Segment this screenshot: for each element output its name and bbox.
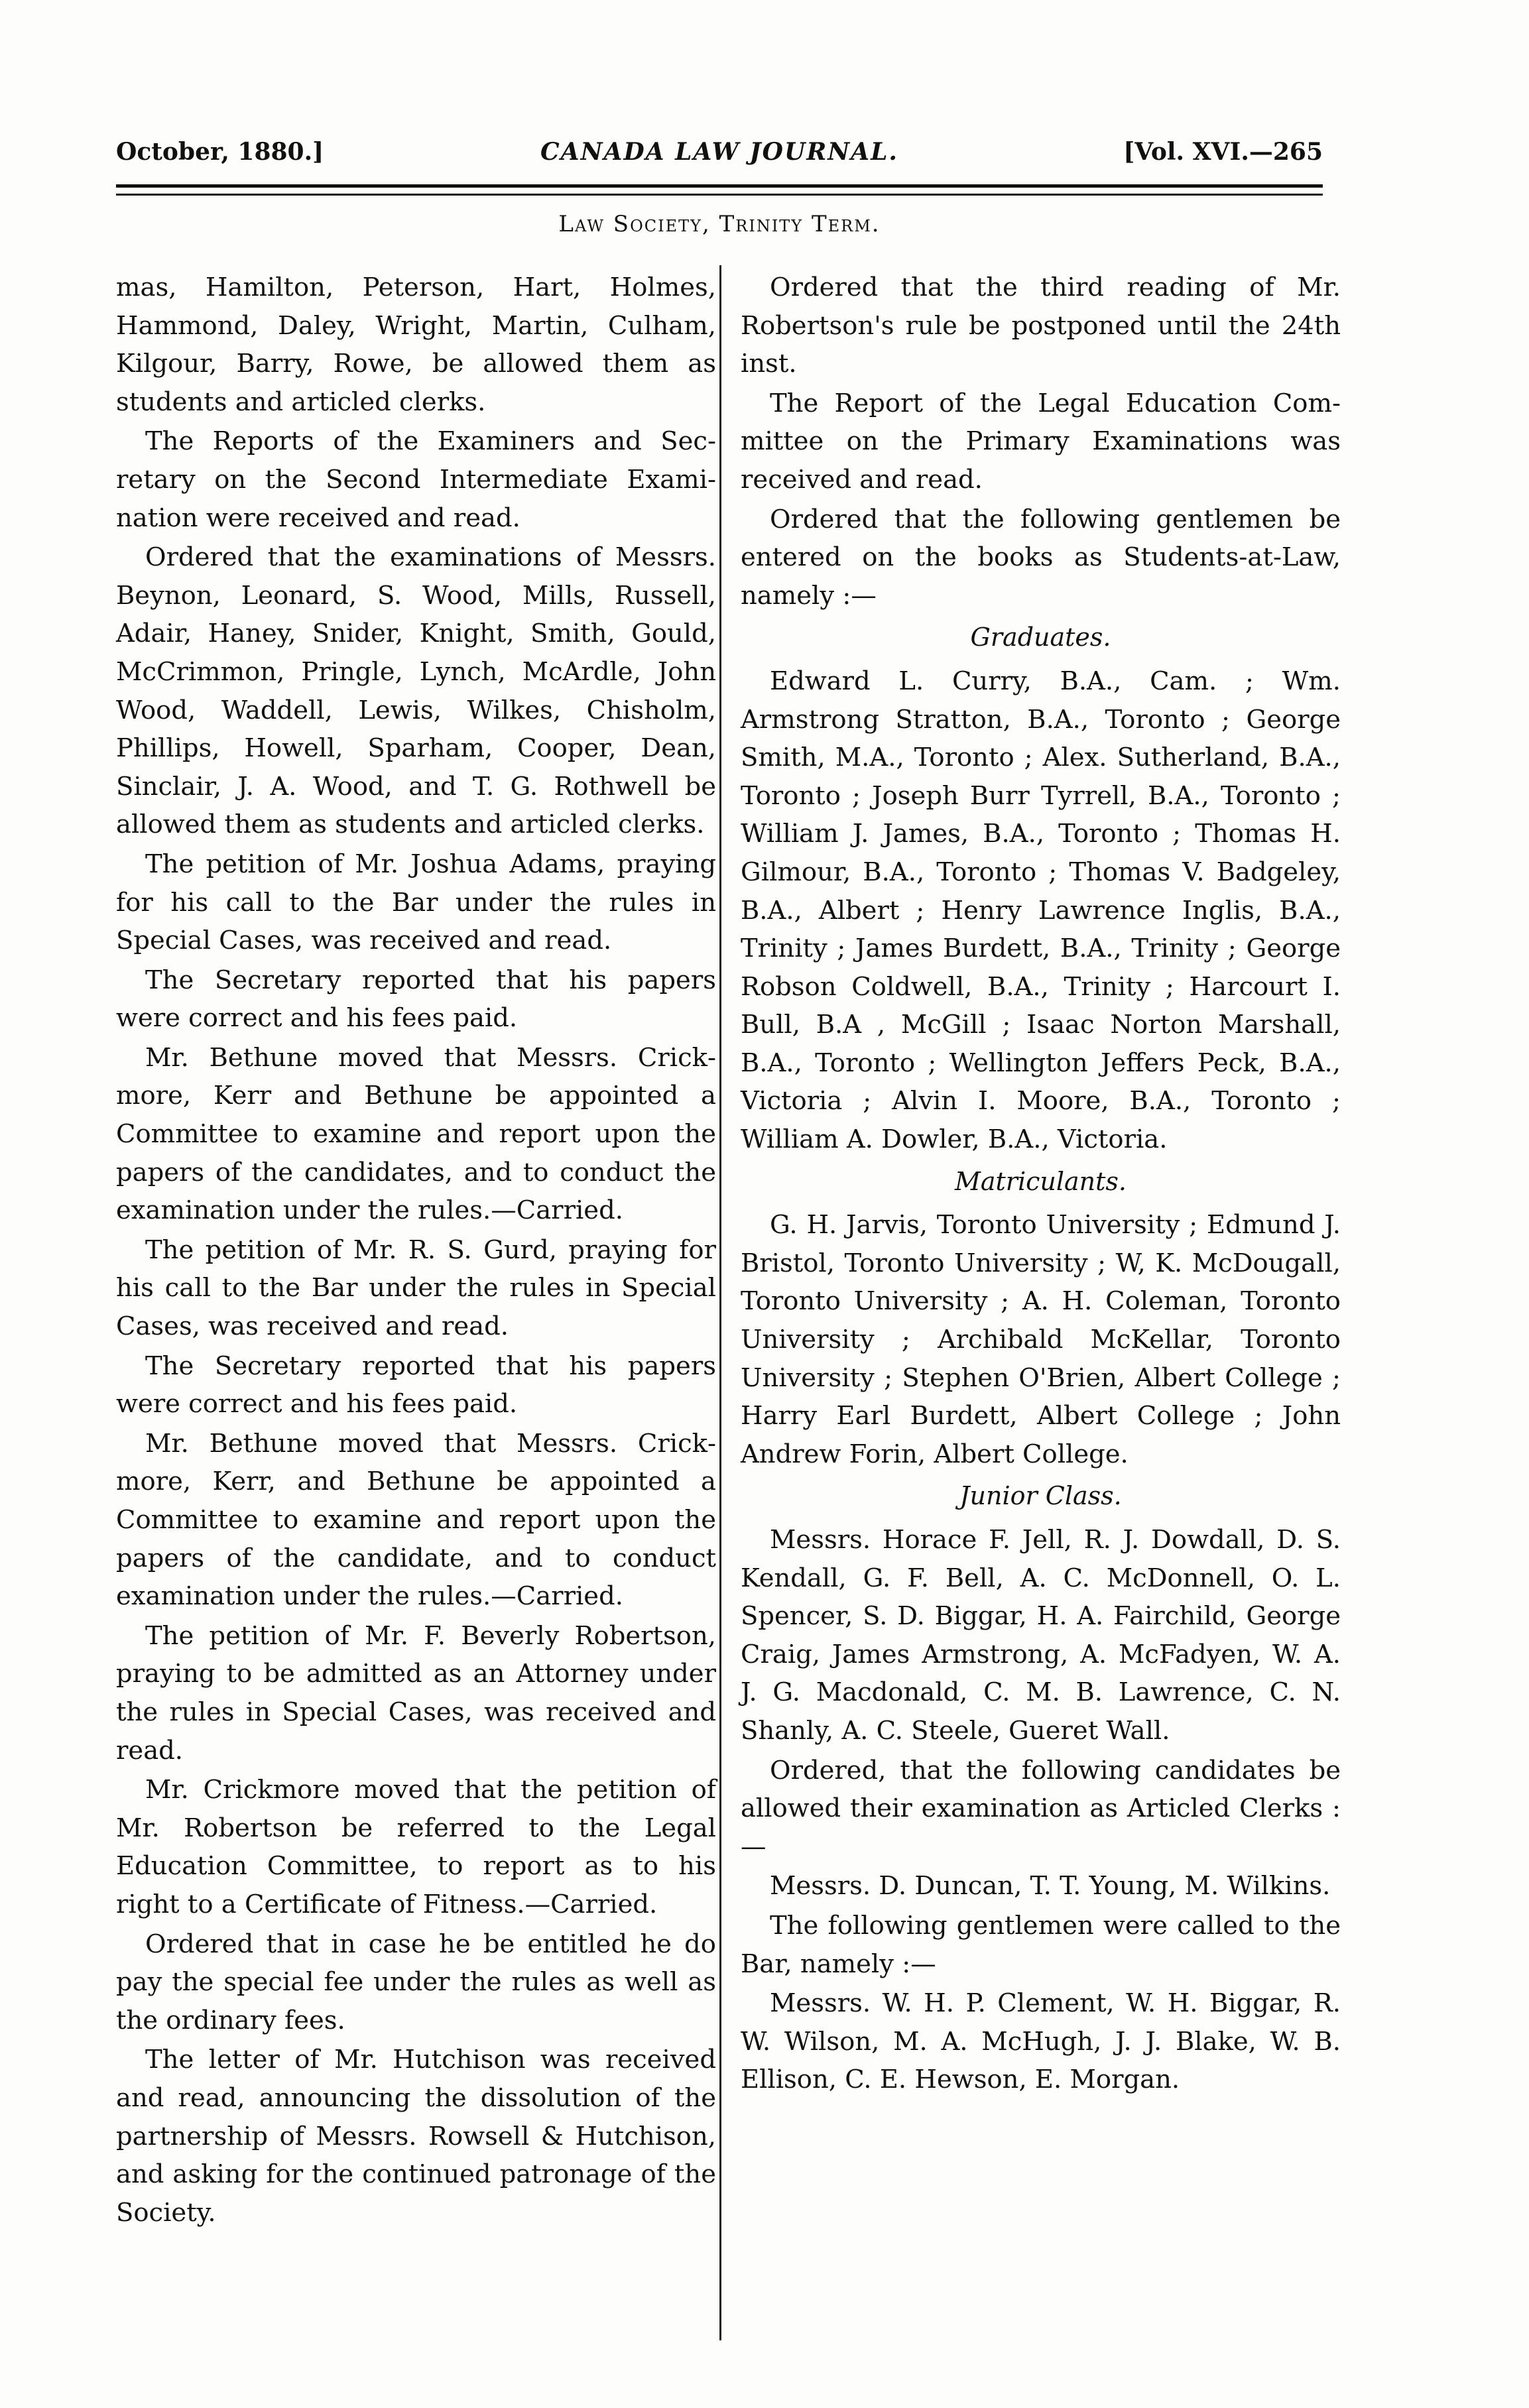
volume-page: [Vol. XVI.—265	[1123, 138, 1323, 166]
header-rule-thin	[116, 194, 1323, 196]
paragraph: The petition of Mr. Joshua Adams, praying for his call to the Bar under the rules in Special Cases, was received and read.	[116, 849, 716, 956]
paragraph: Mr. Bethune moved that Messrs. Crickmore, Kerr, and Bethune be appointed a Committee to examine and report upon the papers of the candidate, and to conduct examination under the rules.—Carried.	[116, 1428, 716, 1612]
paragraph: The Reports of the Examiners and Secretary on the Second Intermediate Examination were received and read.	[116, 426, 716, 533]
paragraph: Messrs. D. Duncan, T. T. Young, M. Wilkins.	[770, 1871, 1331, 1901]
paragraph: The petition of Mr. R. S. Gurd, praying for his call to the Bar under the rules in Special Cases, was received and read.	[116, 1234, 716, 1342]
paragraph: Ordered that the following gentlemen be entered on the books as Students-at-Law, namely :—	[741, 504, 1341, 611]
junior-class-heading: Junior Class.	[959, 1481, 1122, 1511]
paragraph: The Secretary reported that his papers were correct and his fees paid.	[116, 965, 716, 1034]
header-rule-thick	[116, 184, 1323, 188]
journal-title: CANADA LAW JOURNAL.	[540, 138, 898, 166]
column-divider	[719, 265, 721, 2340]
paragraph: The Report of the Legal Education Committee on the Primary Examinations was received and read.	[741, 388, 1341, 495]
paragraph: Ordered that the third reading of Mr. Robertson's rule be postponed until the 24th inst.	[741, 272, 1341, 379]
paragraph: The petition of Mr. F. Beverly Robertson, praying to be admitted as an Attorney under the rules in Special Cases, was received and read.	[116, 1620, 716, 1766]
paragraph: The Secretary reported that his papers were correct and his fees paid.	[116, 1351, 716, 1419]
paragraph: Ordered that the examinations of Messrs. Beynon, Leonard, S. Wood, Mills, Russell, Adair, Haney, Snider, Knight, Smith, Gould, McCrimmon, Pringle, Lynch, McArdle, John Wood, Waddell, Lewis, Wilkes, Chisholm, Phillips, Howell, Sparham, Cooper, Dean, Sinclair, J. A. Wood, and T. G. Rothwell be allowed them as students and articled clerks.	[116, 542, 716, 840]
section-title: Law Society, Trinity Term.	[558, 211, 881, 237]
junior-class-list: Messrs. Horace F. Jell, R. J. Dowdall, D. S. Kendall, G. F. Bell, A. C. McDonnell, O. L. Spencer, S. D. Biggar, H. A. Fairchild, George Craig, James Armstrong, A. McFadyen, W. A. J. G. Macdonald, C. M. B. Lawrence, C. N. Shanly, A. C. Steele, Gueret Wall.	[741, 1525, 1341, 1746]
graduates-list: Edward L. Curry, B.A., Cam. ; Wm. Armstrong Stratton, B.A., Toronto ; George Smith, M.A., Toronto ; Alex. Sutherland, B.A., Toronto ; Joseph Burr Tyrrell, B.A., Toronto ; William J. James, B.A., Toronto ; Thomas H. Gilmour, B.A., Toronto ; Thomas V. Badgeley, B.A., Albert ; Henry Lawrence Inglis, B.A., Trinity ; James Burdett, B.A., Trinity ; George Robson Coldwell, B.A., Trinity ; Harcourt I. Bull, B.A , McGill ; Isaac Norton Marshall, B.A., Toronto ; Wellington Jeffers Peck, B.A., Victoria ; Alvin I. Moore, B.A., Toronto ; William A. Dowler, B.A., Victoria.	[741, 666, 1341, 1155]
paragraph: The letter of Mr. Hutchison was received and read, announcing the dissolution of the partnership of Messrs. Rowsell & Hutchison, and asking for the continued patronage of the Society.	[116, 2045, 716, 2228]
paragraph: Messrs. W. H. P. Clement, W. H. Biggar, R. W. Wilson, M. A. McHugh, J. J. Blake, W. B. Ellison, C. E. Hewson, E. Morgan.	[741, 1988, 1341, 2095]
paragraph: Mr. Bethune moved that Messrs. Crickmore, Kerr and Bethune be appointed a Committee to examine and report upon the papers of the candidates, and to conduct the examination under the rules.—Carried.	[116, 1042, 716, 1226]
running-head	[116, 138, 1323, 178]
paragraph: Ordered that in case he be entitled he do pay the special fee under the rules as well as the ordinary fees.	[116, 1929, 716, 2035]
paragraph: Mr. Crickmore moved that the petition of Mr. Robertson be referred to the Legal Education Committee, to report as to his right to a Certificate of Fitness.—Carried.	[116, 1775, 716, 1919]
matriculants-list: G. H. Jarvis, Toronto University ; Edmund J. Bristol, Toronto University ; W, K. McDougall, Toronto University ; A. H. Coleman, Toronto University ; Archibald McKellar, Toronto University ; Stephen O'Brien, Albert College ; Harry Earl Burdett, Albert College ; John Andrew Forin, Albert College.	[741, 1210, 1341, 1469]
matriculants-heading: Matriculants.	[954, 1166, 1127, 1196]
paragraph: Ordered, that the following candidates be allowed their examination as Articled Clerks :—	[741, 1755, 1341, 1862]
right-column	[741, 269, 1341, 2100]
left-column	[116, 269, 716, 2233]
paragraph: mas, Hamilton, Peterson, Hart, Holmes, Hammond, Daley, Wright, Martin, Culham, Kilgour, Barry, Rowe, be allowed them as students and articled clerks.	[116, 272, 716, 417]
issue-date: October, 1880.]	[116, 138, 324, 166]
graduates-heading: Graduates.	[970, 623, 1111, 652]
paragraph: The following gentlemen were called to the Bar, namely :—	[741, 1910, 1341, 1979]
